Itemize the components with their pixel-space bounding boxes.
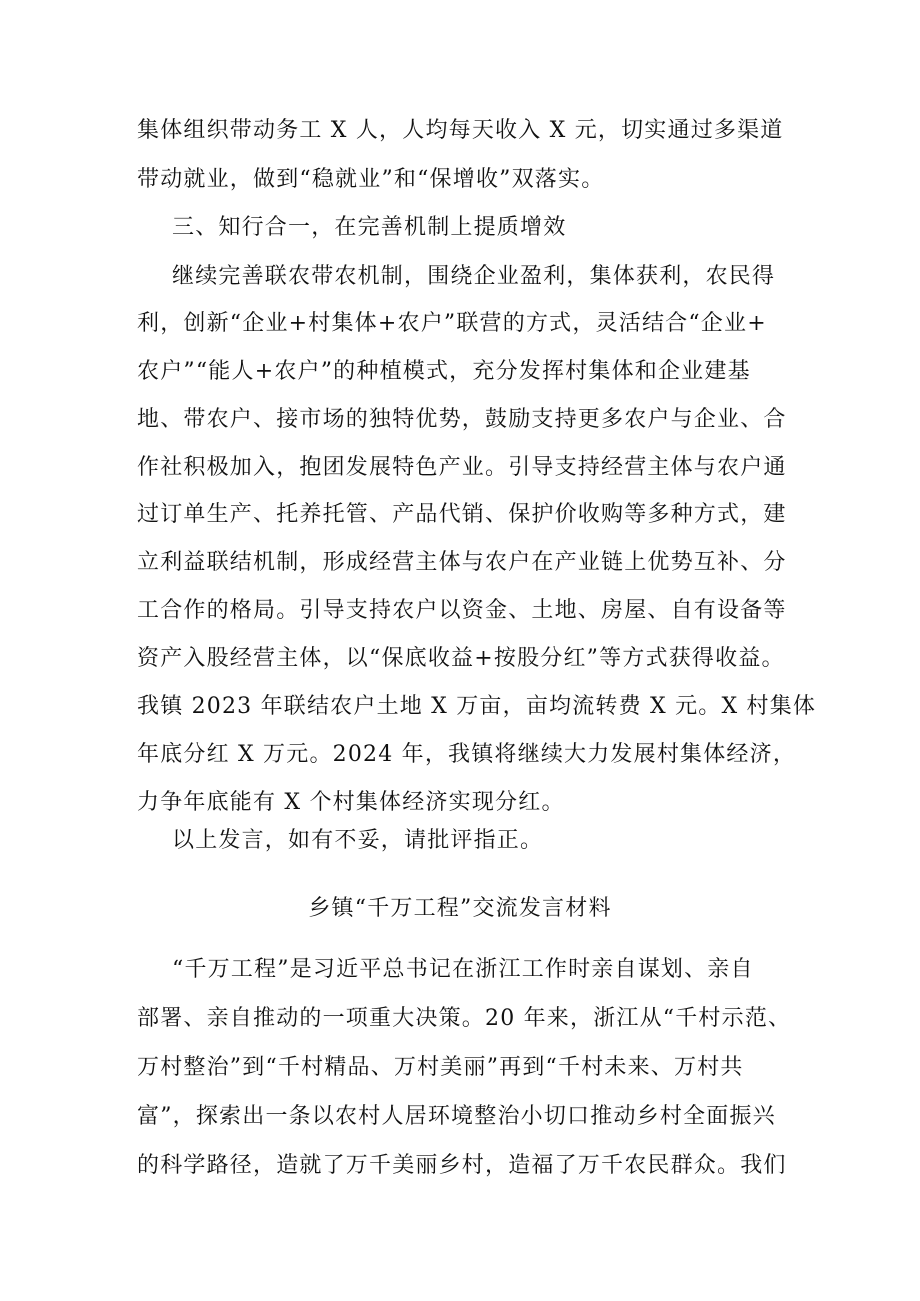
paragraph-line: 过订单生产、托养托管、产品代销、保护价收购等多种方式，建 bbox=[137, 502, 787, 527]
paragraph-line: 作社积极加入，抱团发展特色产业。引导支持经营主体与农户通 bbox=[137, 455, 787, 480]
text-line: 带动就业，做到“稳就业”和“保增收”双落实。 bbox=[137, 167, 605, 192]
text-line: 集体组织带动务工 X 人，人均每天收入 X 元，切实通过多渠道 bbox=[137, 118, 784, 143]
paragraph-line: 部署、亲自推动的一项重大决策。20 年来，浙江从“千村示范、 bbox=[137, 1006, 792, 1031]
paragraph-line: 资产入股经营主体，以“保底收益+按股分红”等方式获得收益。 bbox=[137, 646, 785, 671]
paragraph-line: 工合作的格局。引导支持农户以资金、土地、房屋、自有设备等 bbox=[137, 598, 787, 623]
paragraph-line: 立利益联结机制，形成经营主体与农户在产业链上优势互补、分 bbox=[137, 550, 787, 575]
paragraph-line: 继续完善联农带农机制，围绕企业盈利，集体获利，农民得 bbox=[172, 264, 776, 289]
closing-line: 以上发言，如有不妥，请批评指正。 bbox=[172, 828, 544, 853]
paragraph-line: 力争年底能有 X 个村集体经济实现分红。 bbox=[137, 790, 565, 815]
paragraph-line: 我镇 2023 年联结农户土地 X 万亩，亩均流转费 X 元。X 村集体 bbox=[137, 694, 817, 719]
paragraph-line: “千万工程”是习近平总书记在浙江工作时亲自谋划、亲自 bbox=[172, 957, 754, 982]
paragraph-line: 万村整治”到“千村精品、万村美丽”再到“千村未来、万村共 bbox=[137, 1055, 744, 1080]
paragraph-line: 的科学路径，造就了万千美丽乡村，造福了万千农民群众。我们 bbox=[137, 1153, 787, 1178]
paragraph-line: 农户”“能人+农户”的种植模式，充分发挥村集体和企业建基 bbox=[137, 359, 751, 384]
paragraph-line: 利，创新“企业+村集体+农户”联营的方式，灵活结合“企业+ bbox=[137, 311, 767, 336]
section-heading: 三、知行合一，在完善机制上提质增效 bbox=[172, 215, 567, 240]
document-title: 乡镇“千万工程”交流发言材料 bbox=[308, 896, 612, 921]
paragraph-line: 地、带农户、接市场的独特优势，鼓励支持更多农户与企业、合 bbox=[137, 407, 787, 432]
paragraph-line: 富”，探索出一条以农村人居环境整治小切口推动乡村全面振兴 bbox=[137, 1104, 776, 1129]
paragraph-line: 年底分红 X 万元。2024 年，我镇将继续大力发展村集体经济， bbox=[137, 742, 797, 767]
